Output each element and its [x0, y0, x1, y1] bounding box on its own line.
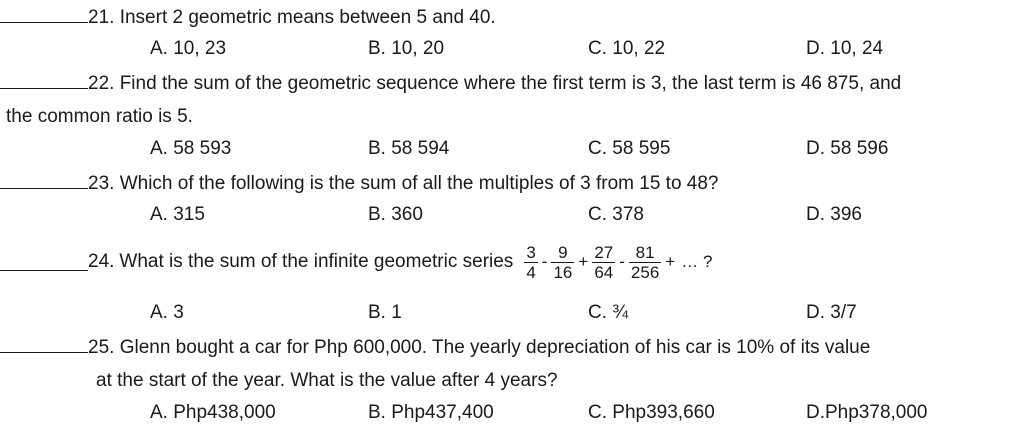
series-operator: -	[619, 252, 625, 271]
answer-blank[interactable]	[0, 72, 88, 89]
option-a[interactable]: A. 315	[150, 204, 205, 225]
series-operator: +	[665, 252, 676, 271]
option-a[interactable]: A. 58 593	[150, 138, 232, 159]
option-b[interactable]: B. 58 594	[368, 138, 450, 159]
question-number: 25.	[88, 337, 115, 358]
option-b[interactable]: B. 10, 20	[368, 38, 445, 59]
question-23-stem	[0, 172, 719, 195]
question-22-stem-continued: the common ratio is 5.	[6, 106, 193, 127]
option-b[interactable]: B. Php437,400	[368, 402, 494, 423]
option-d[interactable]: D. 3/7	[806, 302, 857, 323]
question-22-stem	[0, 72, 901, 95]
option-c[interactable]: C. 10, 22	[588, 38, 666, 59]
answer-blank[interactable]	[0, 6, 88, 23]
question-25-stem	[0, 336, 870, 359]
answer-blank[interactable]	[0, 172, 88, 189]
option-d[interactable]: D. 396	[806, 204, 862, 225]
series-tail: … ?	[681, 252, 713, 271]
question-number: 24.	[88, 251, 115, 272]
option-c[interactable]: C. 58 595	[588, 138, 671, 159]
option-c[interactable]: C. ¾	[588, 302, 629, 323]
question-21-stem	[0, 6, 496, 29]
question-24-stem	[0, 238, 715, 286]
question-number: 23.	[88, 173, 115, 194]
option-d[interactable]: D. 58 596	[806, 138, 889, 159]
series-term-4: $\frac{81}{256}$	[630, 242, 660, 282]
option-b[interactable]: B. 1	[368, 302, 402, 323]
answer-blank[interactable]	[0, 254, 88, 271]
option-b[interactable]: B. 360	[368, 204, 423, 225]
option-c[interactable]: C. Php393,660	[588, 402, 715, 423]
question-text: Insert 2 geometric means between 5 and 40.	[119, 7, 496, 28]
question-number: 21.	[88, 7, 115, 28]
series-term-2: $\frac{9}{16}$	[553, 242, 573, 282]
series-operator: +	[578, 252, 589, 271]
question-number: 22.	[88, 73, 115, 94]
question-text: Which of the following is the sum of all the multiples of 3 from 15 to 48?	[119, 173, 719, 194]
infinite-series	[523, 243, 715, 282]
series-term-1: $\frac{3}{4}$	[526, 242, 536, 282]
question-25-stem-continued: at the start of the year. What is the value after 4 years?	[96, 370, 558, 391]
option-a[interactable]: A. 10, 23	[150, 38, 227, 59]
series-operator: -	[541, 252, 548, 271]
question-text: Find the sum of the geometric sequence where the first term is 3, the last term is 46 875, and	[119, 73, 902, 94]
series-term-3: $\frac{27}{64}$	[594, 242, 614, 282]
question-text: What is the sum of the infinite geometric series	[119, 251, 514, 272]
answer-blank[interactable]	[0, 336, 88, 353]
option-c[interactable]: C. 378	[588, 204, 644, 225]
question-text: Glenn bought a car for Php 600,000. The yearly depreciation of his car is 10% of its value	[119, 337, 871, 358]
option-d[interactable]: D.Php378,000	[806, 402, 928, 423]
option-a[interactable]: A. 3	[150, 302, 184, 323]
option-d[interactable]: D. 10, 24	[806, 38, 884, 59]
option-a[interactable]: A. Php438,000	[150, 402, 276, 423]
